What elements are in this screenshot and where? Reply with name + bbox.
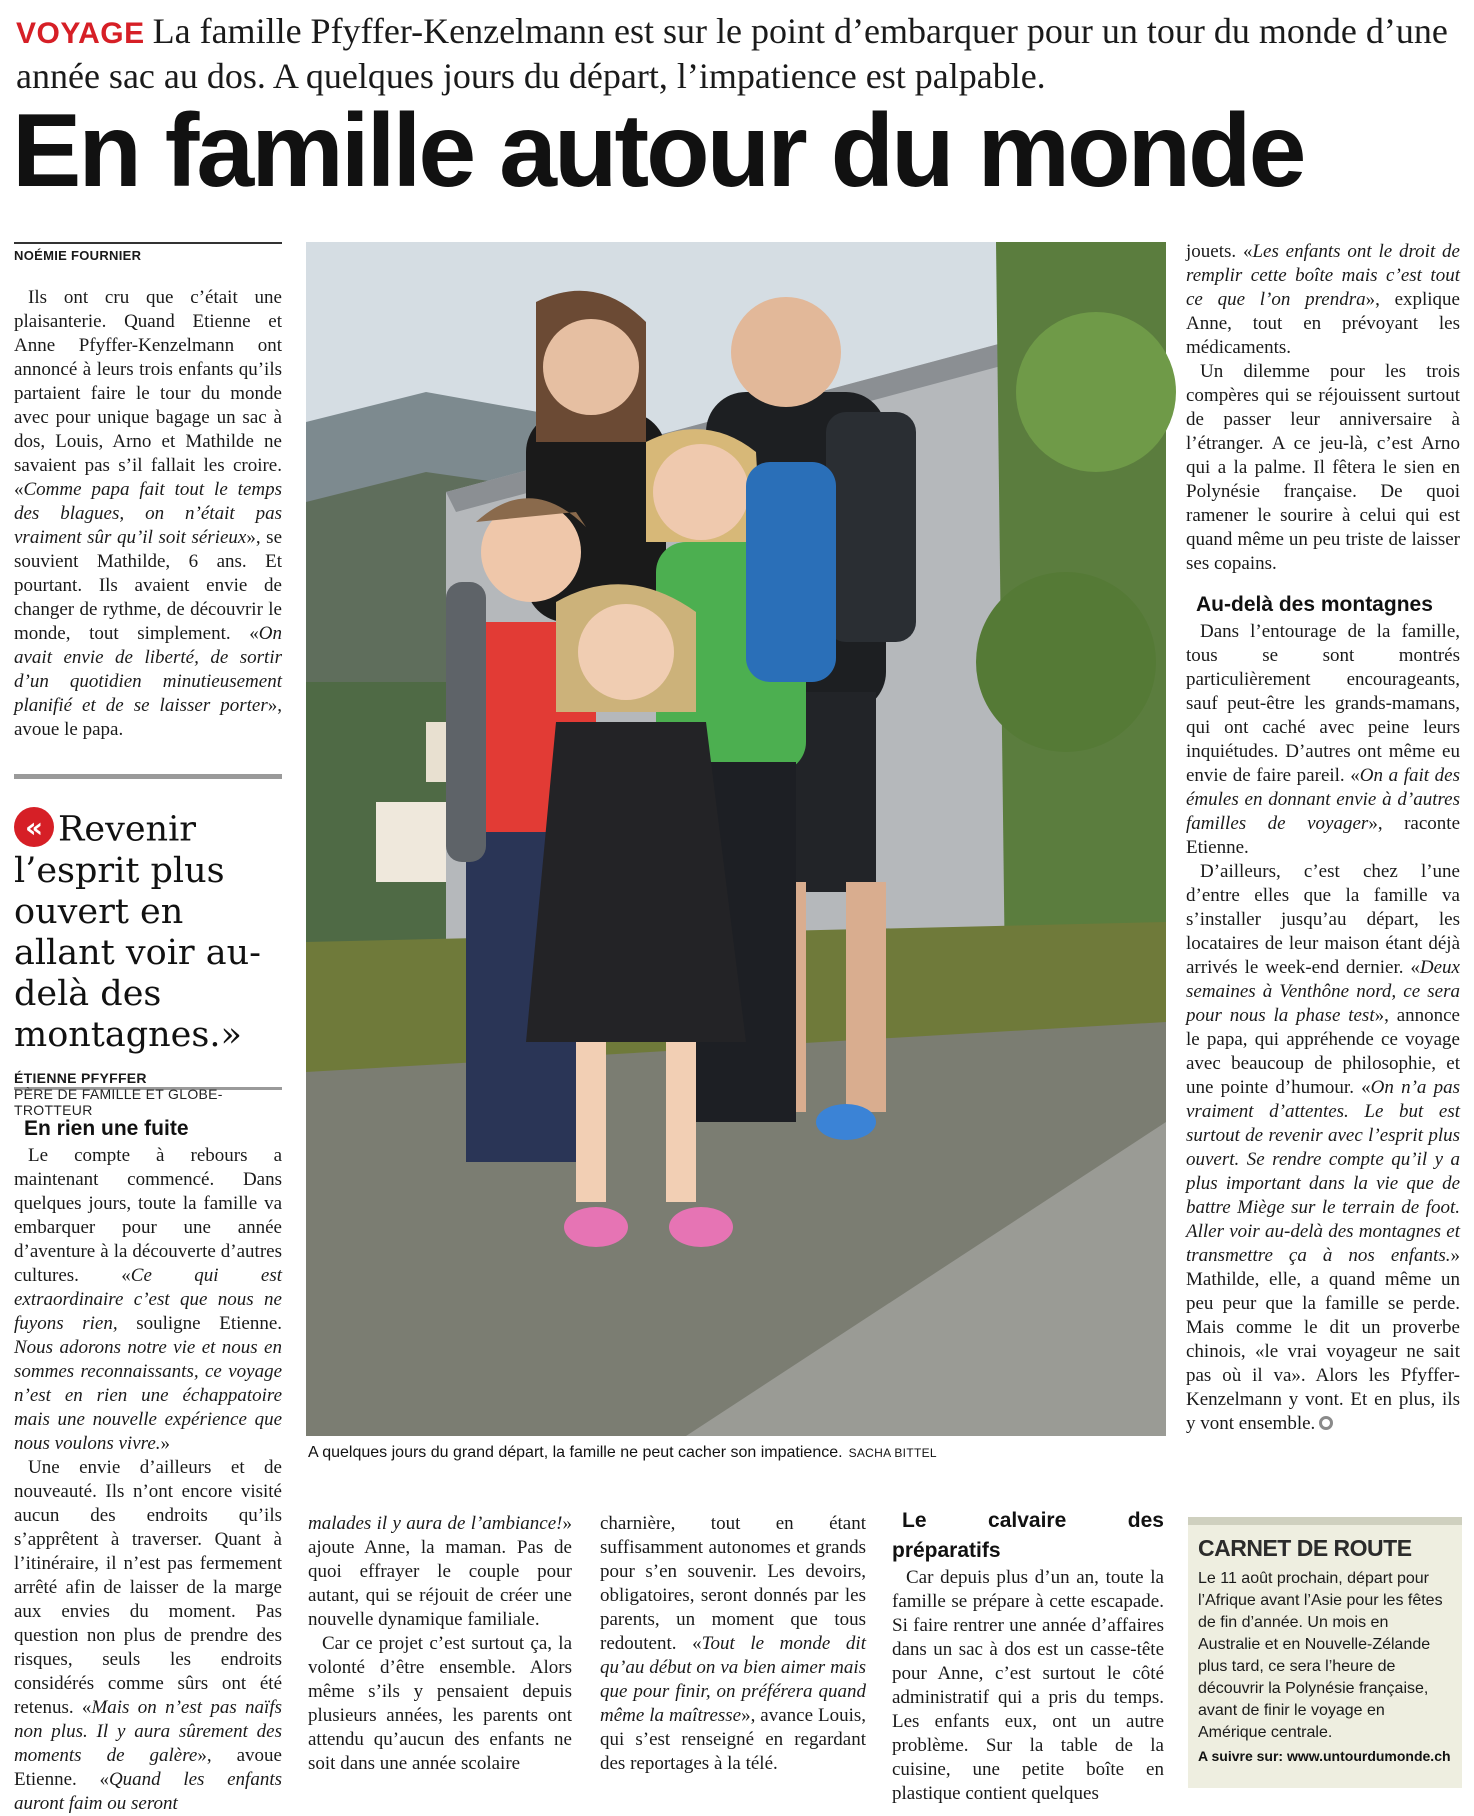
headline: En famille autour du monde xyxy=(12,93,1304,209)
column-5 xyxy=(1186,240,1460,1436)
pull-quote xyxy=(14,774,282,1118)
column-1-top xyxy=(14,286,282,742)
paragraph: charnière, tout en étant suffisamment autonomes et grands pour s’en souvenir. Les devoirs, obligatoires, seront donnés par les parents, un moment que tous redoutent. «Tout le monde dit qu’au début on va bien aimer mais que pour finir, on préférera quand même la maîtresse», avance Louis, qui s’est renseigné en regardant des reportages à la télé. xyxy=(600,1513,866,1774)
carnet-title: CARNET DE ROUTE xyxy=(1198,1535,1412,1561)
paragraph: Dans l’entourage de la famille, tous se sont montrés particulièrement encourageants, sauf peut-être les grands-mamans, qui ont caché avec peine leurs inquiétudes. D’autres ont même eu envie de faire pareil. «On a fait des émules en donnant envie à d’autres familles de voyager», raconte Etienne. xyxy=(1186,621,1460,858)
paragraph: Ils ont cru que c’était une plaisanterie. Quand Etienne et Anne Pfyffer-Kenzelmann ont annoncé à leurs trois enfants qu’ils partaient faire le tour du monde avec pour unique bagage un sac à dos, Louis, Arno et Mathilde ne savaient pas s’il fallait les croire. «Comme papa fait tout le temps des blagues, on n’était pas vraiment sûr qu’il soit sérieux», se souvient Mathilde, 6 ans. Et pourtant. Ils avaient envie de changer de rythme, de découvrir le monde, tout simplement. «On avait envie de liberté, de sortir d’un quotidien minutieusement planifié et de se laisser porter», avoue le papa. xyxy=(14,287,282,740)
carnet-body: Le 11 août prochain, départ pour l’Afrique avant l’Asie pour les fêtes de fin d’année. Un mois en Australie et en Nouvelle-Zélande plus tard, ce sera l’heure de découvrir la Polynésie française, avant de finir le voyage en Amérique centrale. xyxy=(1198,1570,1443,1741)
column-3 xyxy=(600,1512,866,1776)
column-2 xyxy=(308,1512,572,1776)
family-photo xyxy=(306,242,1166,1436)
subhead: Le calvaire des préparatifs xyxy=(892,1509,1164,1562)
photo-illustration xyxy=(306,242,1166,1436)
pull-quote-text: « Revenir l’esprit plus ouvert en allant voir au-delà des montagnes.» xyxy=(14,807,282,1056)
chapo-text: La famille Pfyffer-Kenzelmann est sur le point d’embarquer pour un tour du monde d’une année sac au dos. A quelques jours du départ, l’impatience est palpable. xyxy=(16,11,1448,96)
subhead: Au-delà des montagnes xyxy=(1196,593,1433,616)
paragraph: jouets. «Les enfants ont le droit de remplir cette boîte mais c’est tout ce que l’on prendra», explique Anne, tout en prévoyant les médicaments. xyxy=(1186,241,1460,358)
photo-credit: SACHA BITTEL xyxy=(848,1446,937,1460)
guillemet-icon: « xyxy=(14,807,54,847)
paragraph: malades il y aura de l’ambiance!» ajoute Anne, la maman. Pas de quoi effrayer le couple pour autant, qui se réjouit de créer une nouvelle dynamique familiale. xyxy=(308,1513,572,1630)
article-header xyxy=(16,10,1456,97)
column-4 xyxy=(892,1506,1164,1806)
rubric-label: VOYAGE xyxy=(16,17,145,50)
subhead: En rien une fuite xyxy=(24,1117,189,1140)
pull-quote-author: ÉTIENNE PFYFFER xyxy=(14,1069,147,1086)
paragraph: Le compte à rebours a maintenant commencé. Dans quelques jours, toute la famille va embarquer pour une année d’aventure à la découverte d’autres cultures. «Ce qui est extraordinaire c’est que nous ne fuyons rien, souligne Etienne. Nous adorons notre vie et nous en sommes reconnaissants, ce voyage n’est en rien une échappatoire mais une nouvelle expérience que nous voulons vivre.» xyxy=(14,1145,282,1454)
column-1-bottom xyxy=(14,1114,282,1816)
paragraph: Un dilemme pour les trois compères qui se réjouissent surtout de passer leur anniversaire à l’étranger. A ce jeu-là, c’est Arno qui a la palme. Il fêtera le sien en Polynésie française. De quoi ramener le sourire à celui qui est quand même un peu triste de laisser ses copains. xyxy=(1186,361,1460,574)
paragraph: D’ailleurs, c’est chez l’une d’entre elles que la famille va s’installer jusqu’au départ, les locataires de leur maison étant déjà arrivés le week-end dernier. «Deux semaines à Venthône nord, ce sera pour nous la phase test», annonce le papa, qui appréhende ce voyage avec beaucoup de philosophie, et une pointe d’humour. «On n’a pas vraiment d’attentes. Le but est surtout de revenir avec l’esprit plus ouvert. Se rendre compte qu’il y a plus important dans la vie que de battre Miège sur le terrain de foot. Aller voir au-delà des montagnes et transmettre ça à nos enfants.» Mathilde, elle, a quand même un peu peur que la famille se perde. Mais comme le dit un proverbe chinois, «le vrai voyageur ne sait pas où il va». Alors les Pfyffer-Kenzelmann y vont. Et en plus, ils y vont ensemble. xyxy=(1186,861,1460,1434)
carnet-de-route-box xyxy=(1188,1517,1462,1788)
photo-caption xyxy=(308,1444,1166,1462)
byline: NOÉMIE FOURNIER xyxy=(14,242,282,263)
caption-text: A quelques jours du grand départ, la famille ne peut cacher son impatience. xyxy=(308,1444,843,1461)
carnet-link[interactable]: A suivre sur: www.untourdumonde.ch xyxy=(1198,1748,1451,1764)
paragraph: Une envie d’ailleurs et de nouveauté. Ils n’ont encore visité aucun des endroits qu’ils s’apprêtent à traverser. Quant à l’itinéraire, il n’est pas fermement arrêté afin de laisser de la marge aux envies du moment. Pas question non plus de prendre des risques, seuls les endroits considérés comme sûrs ont été retenus. «Mais on n’est pas naïfs non plus. Il y aura sûrement des moments de galère», avoue Etienne. «Quand les enfants auront faim ou seront xyxy=(14,1457,282,1814)
paragraph: Car ce projet c’est surtout ça, la volonté d’être ensemble. Alors même s’ils y pensaient depuis plusieurs années, les parents ont attendu qu’aucun des enfants ne soit dans une année scolaire xyxy=(308,1633,572,1774)
pull-quote-role: PÈRE DE FAMILLE ET GLOBE-TROTTEUR xyxy=(14,1085,223,1118)
paragraph: Car depuis plus d’un an, toute la famille se prépare à cette escapade. Si faire rentrer une année d’affaires dans un sac à dos est un casse-tête pour Anne, c’est surtout le côté administratif qui a pris du temps. Les enfants eux, ont un autre problème. Sur la table de la cuisine, une petite boîte en plastique contient quelques xyxy=(892,1567,1164,1804)
end-circle-icon xyxy=(1319,1416,1333,1430)
chapo xyxy=(16,10,1456,97)
